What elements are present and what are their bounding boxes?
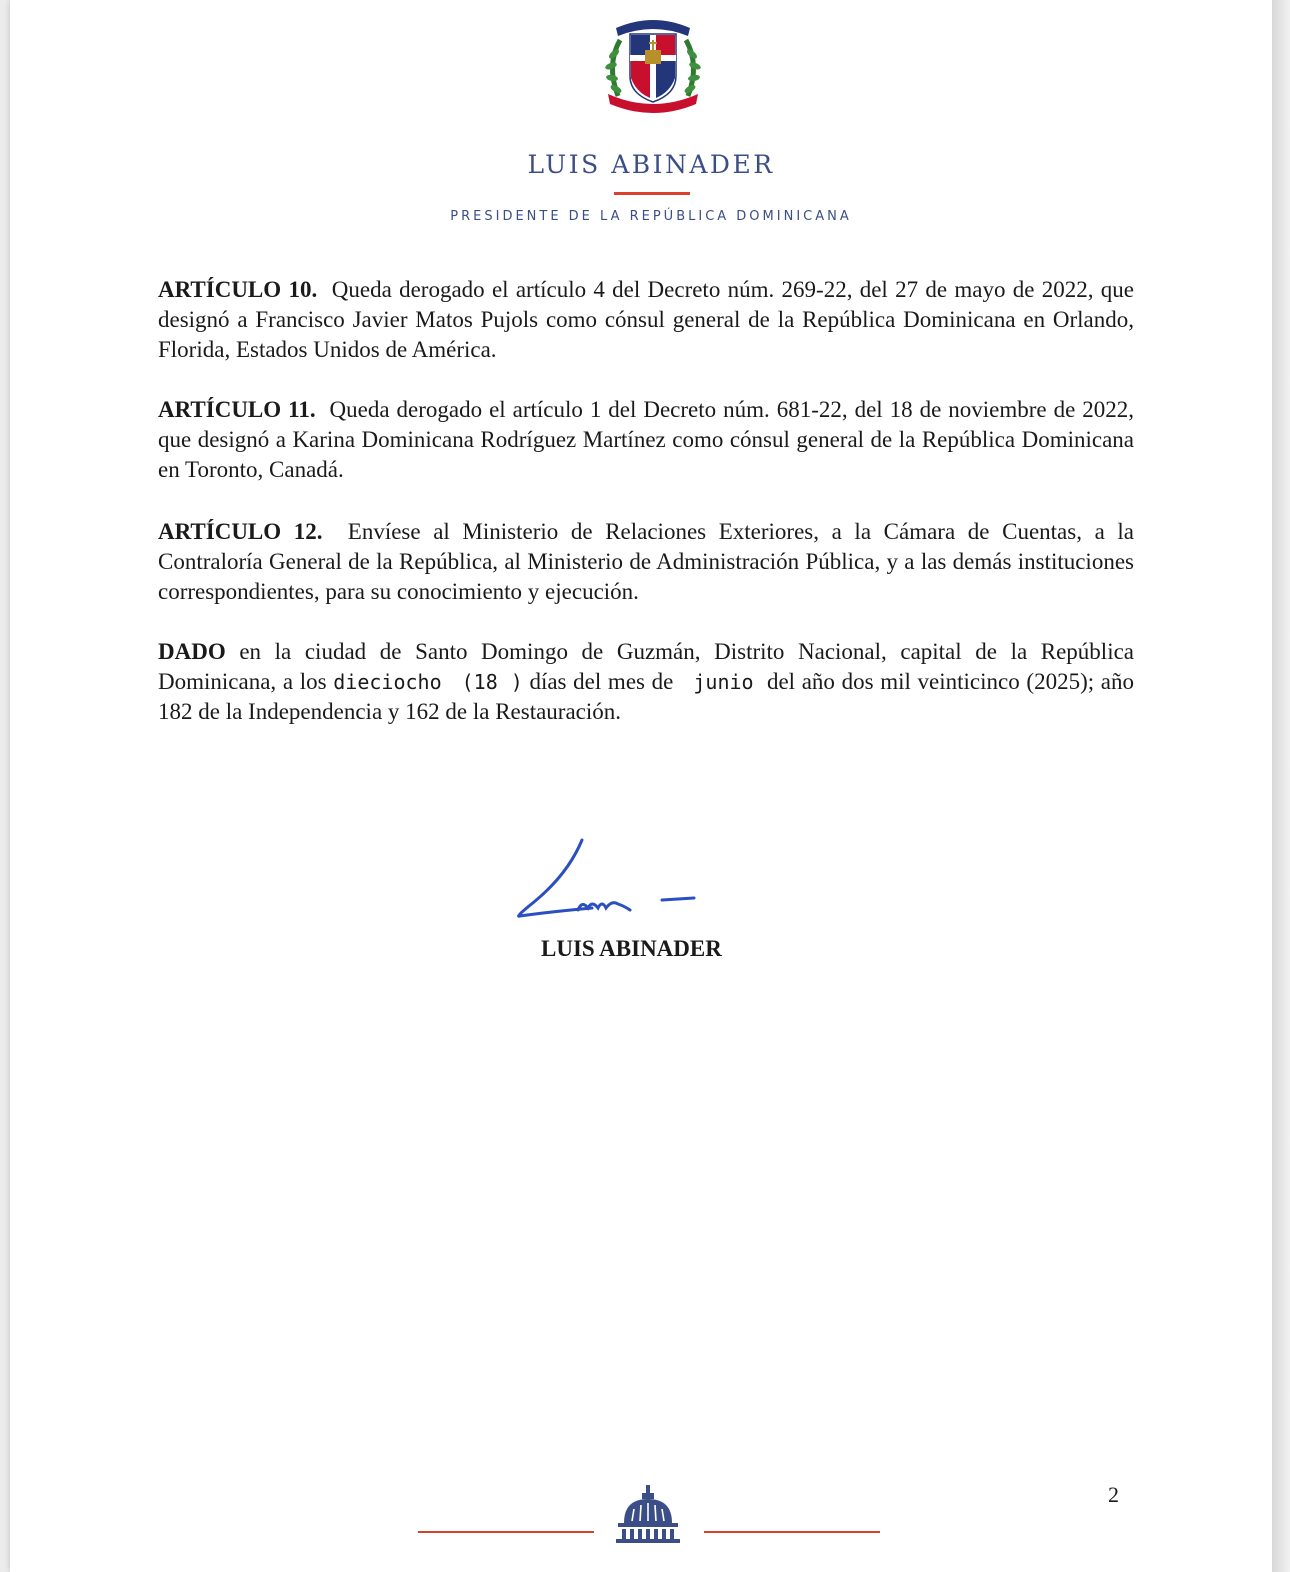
page-number: 2 [1108, 1482, 1119, 1507]
letterhead-name: LUIS ABINADER [527, 150, 775, 179]
footer-rule-left [418, 1531, 594, 1533]
footer-rule-right [704, 1531, 880, 1533]
signatory-name: LUIS ABINADER [541, 936, 722, 961]
article-10 [158, 275, 1134, 365]
handwritten-signature [508, 836, 704, 926]
closing-month: junio [693, 670, 754, 694]
letterhead-divider [614, 192, 690, 195]
article-text: Queda derogado el artículo 1 del Decreto núm. 681-22, del 18 de noviembre de 2022, que designó a Karina Dominicana Rodríguez Martínez como cónsul general de la República Dominicana en Toronto, Canadá. [158, 397, 1135, 482]
article-12 [158, 517, 1134, 607]
closing-text-2: días del mes de [529, 669, 674, 694]
article-11 [158, 395, 1134, 485]
coat-of-arms-seal [602, 10, 704, 116]
palace-dome-icon [614, 1485, 682, 1543]
closing-day-number: (18 ) [461, 670, 523, 694]
page-edge-shadow [1272, 0, 1290, 1572]
letterhead-title: PRESIDENTE DE LA REPÚBLICA DOMINICANA [450, 209, 852, 224]
article-text: Envíese al Ministerio de Relaciones Exteriores, a la Cámara de Cuentas, a la Contraloría General de la República, al Ministerio de Administración Pública, y a las demás instituciones correspondientes, para su conocimiento y ejecución. [158, 519, 1135, 604]
closing-text-1: en la ciudad de Santo Domingo de Guzmán, Distrito Nacional, capital de la República Dominicana, a los [158, 639, 1135, 694]
document-page [10, 0, 1272, 1572]
article-text: Queda derogado el artículo 4 del Decreto núm. 269-22, del 27 de mayo de 2022, que designó a Francisco Javier Matos Pujols como cónsul general de la República Dominicana en Orlando, Florida, Estados Unidos de América. [158, 277, 1135, 362]
article-label: ARTÍCULO 11. [158, 397, 316, 422]
article-label: ARTÍCULO 10. [158, 277, 318, 302]
closing-paragraph [158, 637, 1134, 727]
closing-day-words: dieciocho [333, 670, 442, 694]
closing-label: DADO [158, 639, 226, 664]
article-label: ARTÍCULO 12. [158, 519, 323, 544]
closing-text-3: del año dos mil veinticinco (2025); año 182 de la Independencia y 162 de la Restauración. [158, 669, 1134, 724]
